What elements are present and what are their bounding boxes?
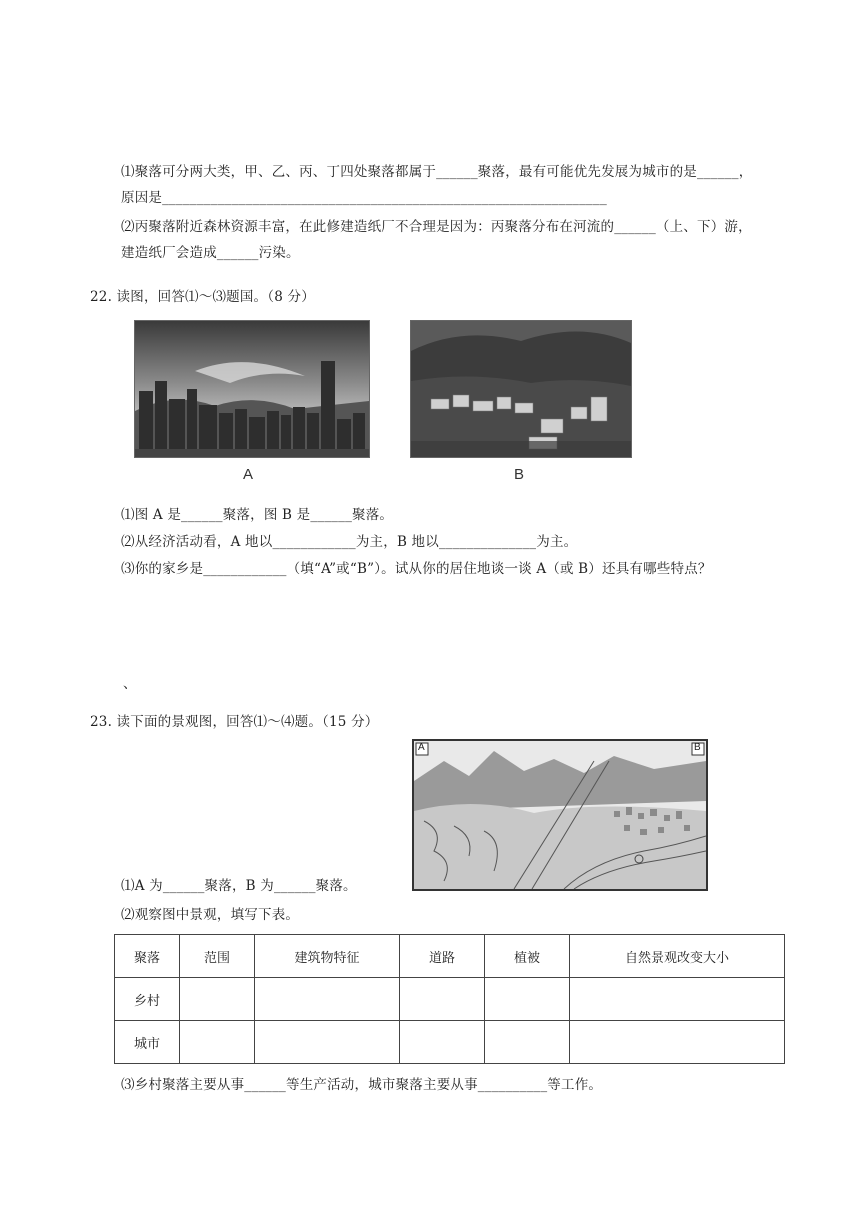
table-row-label: 乡村	[115, 978, 180, 1021]
table-row-label: 城市	[115, 1021, 180, 1064]
q23-title: 23. 读下面的景观图，回答⑴～⑷题。（15 分）	[90, 714, 379, 730]
table-header-row	[115, 935, 785, 978]
sketch-label-a: A	[418, 742, 425, 753]
q21-line-2: 原因是________________________________________________________________	[121, 190, 607, 206]
photo-a-caption: A	[243, 466, 254, 483]
q22-title: 22. 读图，回答⑴～⑶题国。（8 分）	[90, 289, 315, 305]
village-photo	[410, 320, 632, 458]
answer-cell[interactable]	[570, 978, 785, 1021]
landscape-comparison-table	[114, 934, 785, 1064]
q21-line-4: 建造纸厂会造成______污染。	[121, 245, 300, 261]
q22-sub-1: ⑴图 A 是______聚落，图 B 是______聚落。	[121, 507, 394, 523]
photo-b-caption: B	[514, 466, 525, 483]
table-header-cell: 范围	[180, 935, 255, 978]
q22-sub-3: ⑶你的家乡是____________（填“A”或“B”）。试从你的居住地谈一谈 A（或 B）还具有哪些特点？	[121, 561, 712, 577]
answer-cell[interactable]	[485, 1021, 570, 1064]
answer-cell[interactable]	[485, 978, 570, 1021]
sketch-label-b: B	[694, 742, 701, 753]
city-skyline-photo	[134, 320, 370, 458]
table-row	[115, 978, 785, 1021]
table-header-cell: 聚落	[115, 935, 180, 978]
q23-sub-3: ⑶乡村聚落主要从事______等生产活动，城市聚落主要从事__________等工作。	[121, 1077, 603, 1093]
answer-cell[interactable]	[180, 978, 255, 1021]
q21-line-3: ⑵丙聚落附近森林资源丰富，在此修建造纸厂不合理是因为：丙聚落分布在河流的______（上、下）游，	[121, 219, 752, 235]
table-row	[115, 1021, 785, 1064]
table-header-cell: 建筑物特征	[255, 935, 400, 978]
answer-cell[interactable]	[400, 1021, 485, 1064]
stray-mark: 、	[123, 676, 137, 692]
landscape-sketch	[412, 739, 708, 891]
q22-sub-2: ⑵从经济活动看，A 地以____________为主，B 地以______________为主。	[121, 534, 578, 550]
q21-line-1: ⑴聚落可分两大类，甲、乙、丙、丁四处聚落都属于______聚落，最有可能优先发展为城市的是______，	[121, 164, 753, 180]
q23-sub-1: ⑴A 为______聚落，B 为______聚落。	[121, 878, 357, 894]
answer-cell[interactable]	[570, 1021, 785, 1064]
table-header-cell: 自然景观改变大小	[570, 935, 785, 978]
q23-sub-2: ⑵观察图中景观，填写下表。	[121, 907, 300, 923]
answer-cell[interactable]	[180, 1021, 255, 1064]
answer-cell[interactable]	[400, 978, 485, 1021]
answer-cell[interactable]	[255, 1021, 400, 1064]
table-header-cell: 道路	[400, 935, 485, 978]
answer-cell[interactable]	[255, 978, 400, 1021]
table-header-cell: 植被	[485, 935, 570, 978]
